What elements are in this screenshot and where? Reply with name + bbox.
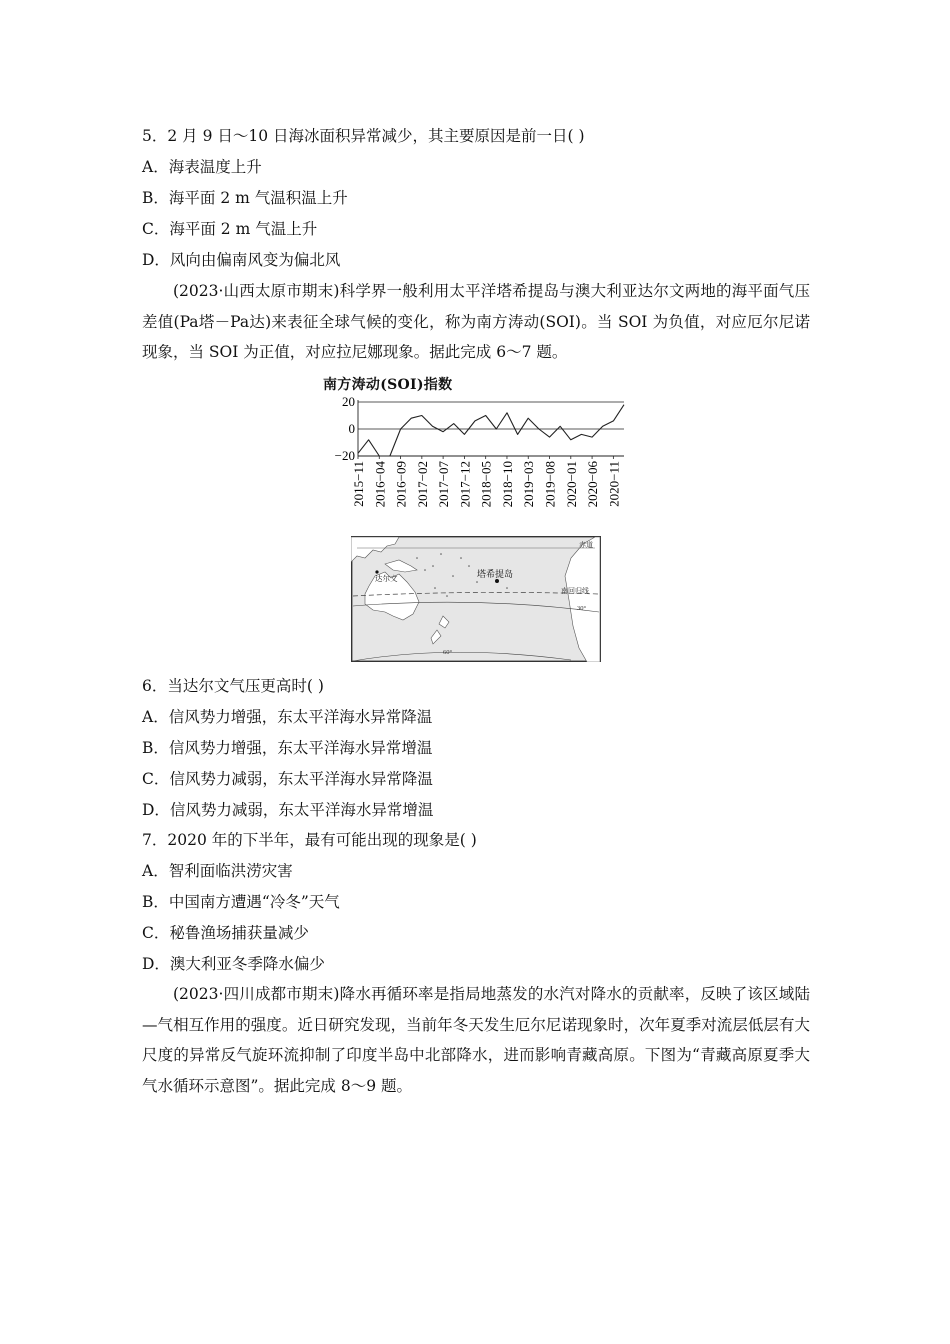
q5-option-b: B．海平面 2 m 气温积温上升 [142,189,348,207]
x-tick-label: 2017−02 [414,461,430,508]
y-tick-label: 0 [348,421,355,436]
q6-stem: 6．当达尔文气压更高时( ) [142,677,324,695]
x-tick-label: 2018−10 [499,461,515,508]
x-tick-label: 2019−08 [542,461,558,508]
q6-option-b: B．信风势力增强，东太平洋海水异常增温 [142,739,433,757]
q5-option-d: D．风向由偏南风变为偏北风 [142,251,341,269]
tahiti-marker [495,579,499,583]
darwin-label: 达尔文 [375,574,398,583]
q5-option-a: A．海表温度上升 [142,158,262,176]
tropic-label: 南回归线 [561,587,589,595]
q5-stem: 5．2 月 9 日～10 日海冰面积异常减少，其主要原因是前一日( ) [142,127,585,145]
q7-option-a: A．智利面临洪涝灾害 [142,862,293,880]
q7-option-b: B．中国南方遭遇“冷冬”天气 [142,893,340,911]
q6-option-c: C．信风势力减弱，东太平洋海水异常降温 [142,770,433,788]
x-tick-label: 2016−04 [372,461,388,508]
tahiti-label: 塔希提岛 [477,569,514,579]
material-2: (2023·四川成都市期末)降水再循环率是指局地蒸发的水汽对降水的贡献率，反映了该区域陆—气相互作用的强度。近日研究发现，当前年冬天发生厄尔尼诺现象时，次年夏季对流层低层有大尺度的异常反气旋环流抑制了印度半岛中北部降水，进而影响青藏高原。下图为“青藏高原夏季大气水循环示意图”。据此完成 8～9 题。 [142,985,810,1095]
soi-series-line [358,405,624,456]
x-tick-label: 2017−12 [457,461,473,508]
soi-chart [320,394,640,544]
equator-label: 赤道 [579,541,593,549]
latitude-60-label: 60° [443,649,453,656]
x-tick-label: 2020−01 [563,461,579,508]
q7-option-d: D．澳大利亚冬季降水偏少 [142,955,325,973]
x-tick-label: 2020−06 [585,461,601,508]
x-tick-label: 2019−03 [521,461,537,508]
latitude-30-label: 30° [577,605,587,612]
pacific-map [351,536,601,662]
q7-stem: 7．2020 年的下半年，最有可能出现的现象是( ) [142,831,477,849]
x-tick-label: 2018−05 [478,461,494,508]
x-tick-label: 2017−07 [436,461,452,508]
q6-option-a: A．信风势力增强，东太平洋海水异常降温 [142,708,433,726]
q7-option-c: C．秘鲁渔场捕获量减少 [142,924,309,942]
material-1: (2023·山西太原市期末)科学界一般利用太平洋塔希提岛与澳大利亚达尔文两地的海平面气压差值(Pa塔－Pa达)来表征全球气候的变化，称为南方涛动(SOI)。当 SOI 为负值，对应厄尔尼诺现象，当 SOI 为正值，对应拉尼娜现象。据此完成 6～7 题。 [142,282,810,361]
y-tick-label: −20 [334,448,355,463]
x-tick-label: 2020−11 [606,461,622,507]
x-tick-label: 2015−11 [350,461,366,507]
chart-title: 南方涛动(SOI)指数 [323,377,453,393]
q6-option-d: D．信风势力减弱，东太平洋海水异常增温 [142,801,434,819]
y-tick-label: 20 [342,394,355,409]
x-tick-label: 2016−09 [393,461,409,508]
q5-option-c: C．海平面 2 m 气温上升 [142,220,318,238]
